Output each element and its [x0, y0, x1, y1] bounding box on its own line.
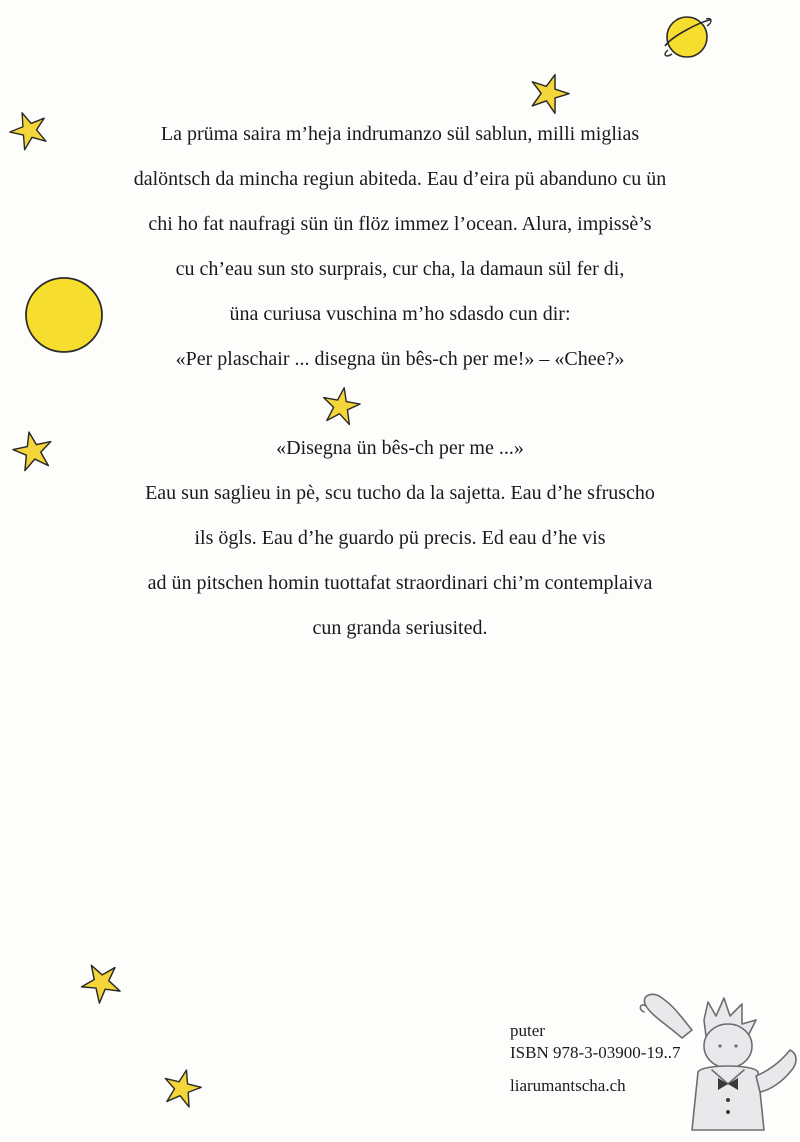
text-line: ils ögls. Eau d’he guardo pü precis. Ed eau d’he vis — [194, 527, 606, 549]
text-line: cun granda seriusited. — [312, 617, 488, 639]
website: liarumantscha.ch — [510, 1076, 626, 1095]
ringed-planet-icon — [660, 10, 714, 64]
text-line: chi ho fat naufragi sün ün flöz immez l’ocean. Alura, impissè’s — [148, 213, 652, 235]
colophon — [510, 1020, 680, 1097]
text-line: «Disegna ün bês-ch per me ...» — [276, 437, 524, 459]
text-line: cu ch’eau sun sto surprais, cur cha, la damaun sül fer di, — [175, 258, 625, 280]
language-label: puter — [510, 1021, 545, 1040]
text-line: La prüma saira m’heja indrumanzo sül sablun, milli miglias — [160, 123, 640, 145]
star-icon — [78, 958, 124, 1006]
star-icon — [526, 70, 572, 116]
text-line: «Per plaschair ... disegna ün bês-ch per me!» – «Chee?» — [175, 348, 625, 370]
text-line: üna curiusa vuschina m’ho sdasdo cun dir: — [229, 303, 571, 325]
star-icon — [6, 108, 52, 152]
text-line: ad ün pitschen homin tuottafat straordinari chi’m contemplaiva — [147, 572, 653, 594]
text-line: Eau sun saglieu in pè, scu tucho da la sajetta. Eau d’he sfruscho — [145, 482, 655, 504]
story-paragraph-2 — [60, 426, 740, 651]
isbn: ISBN 978-3-03900-19..7 — [510, 1043, 681, 1062]
star-icon — [8, 428, 58, 474]
star-icon — [160, 1066, 204, 1110]
star-icon — [318, 384, 364, 428]
text-line: dalöntsch da mincha regiun abiteda. Eau d’eira pü abanduno cu ün — [133, 168, 667, 190]
story-paragraph-1 — [60, 112, 740, 382]
